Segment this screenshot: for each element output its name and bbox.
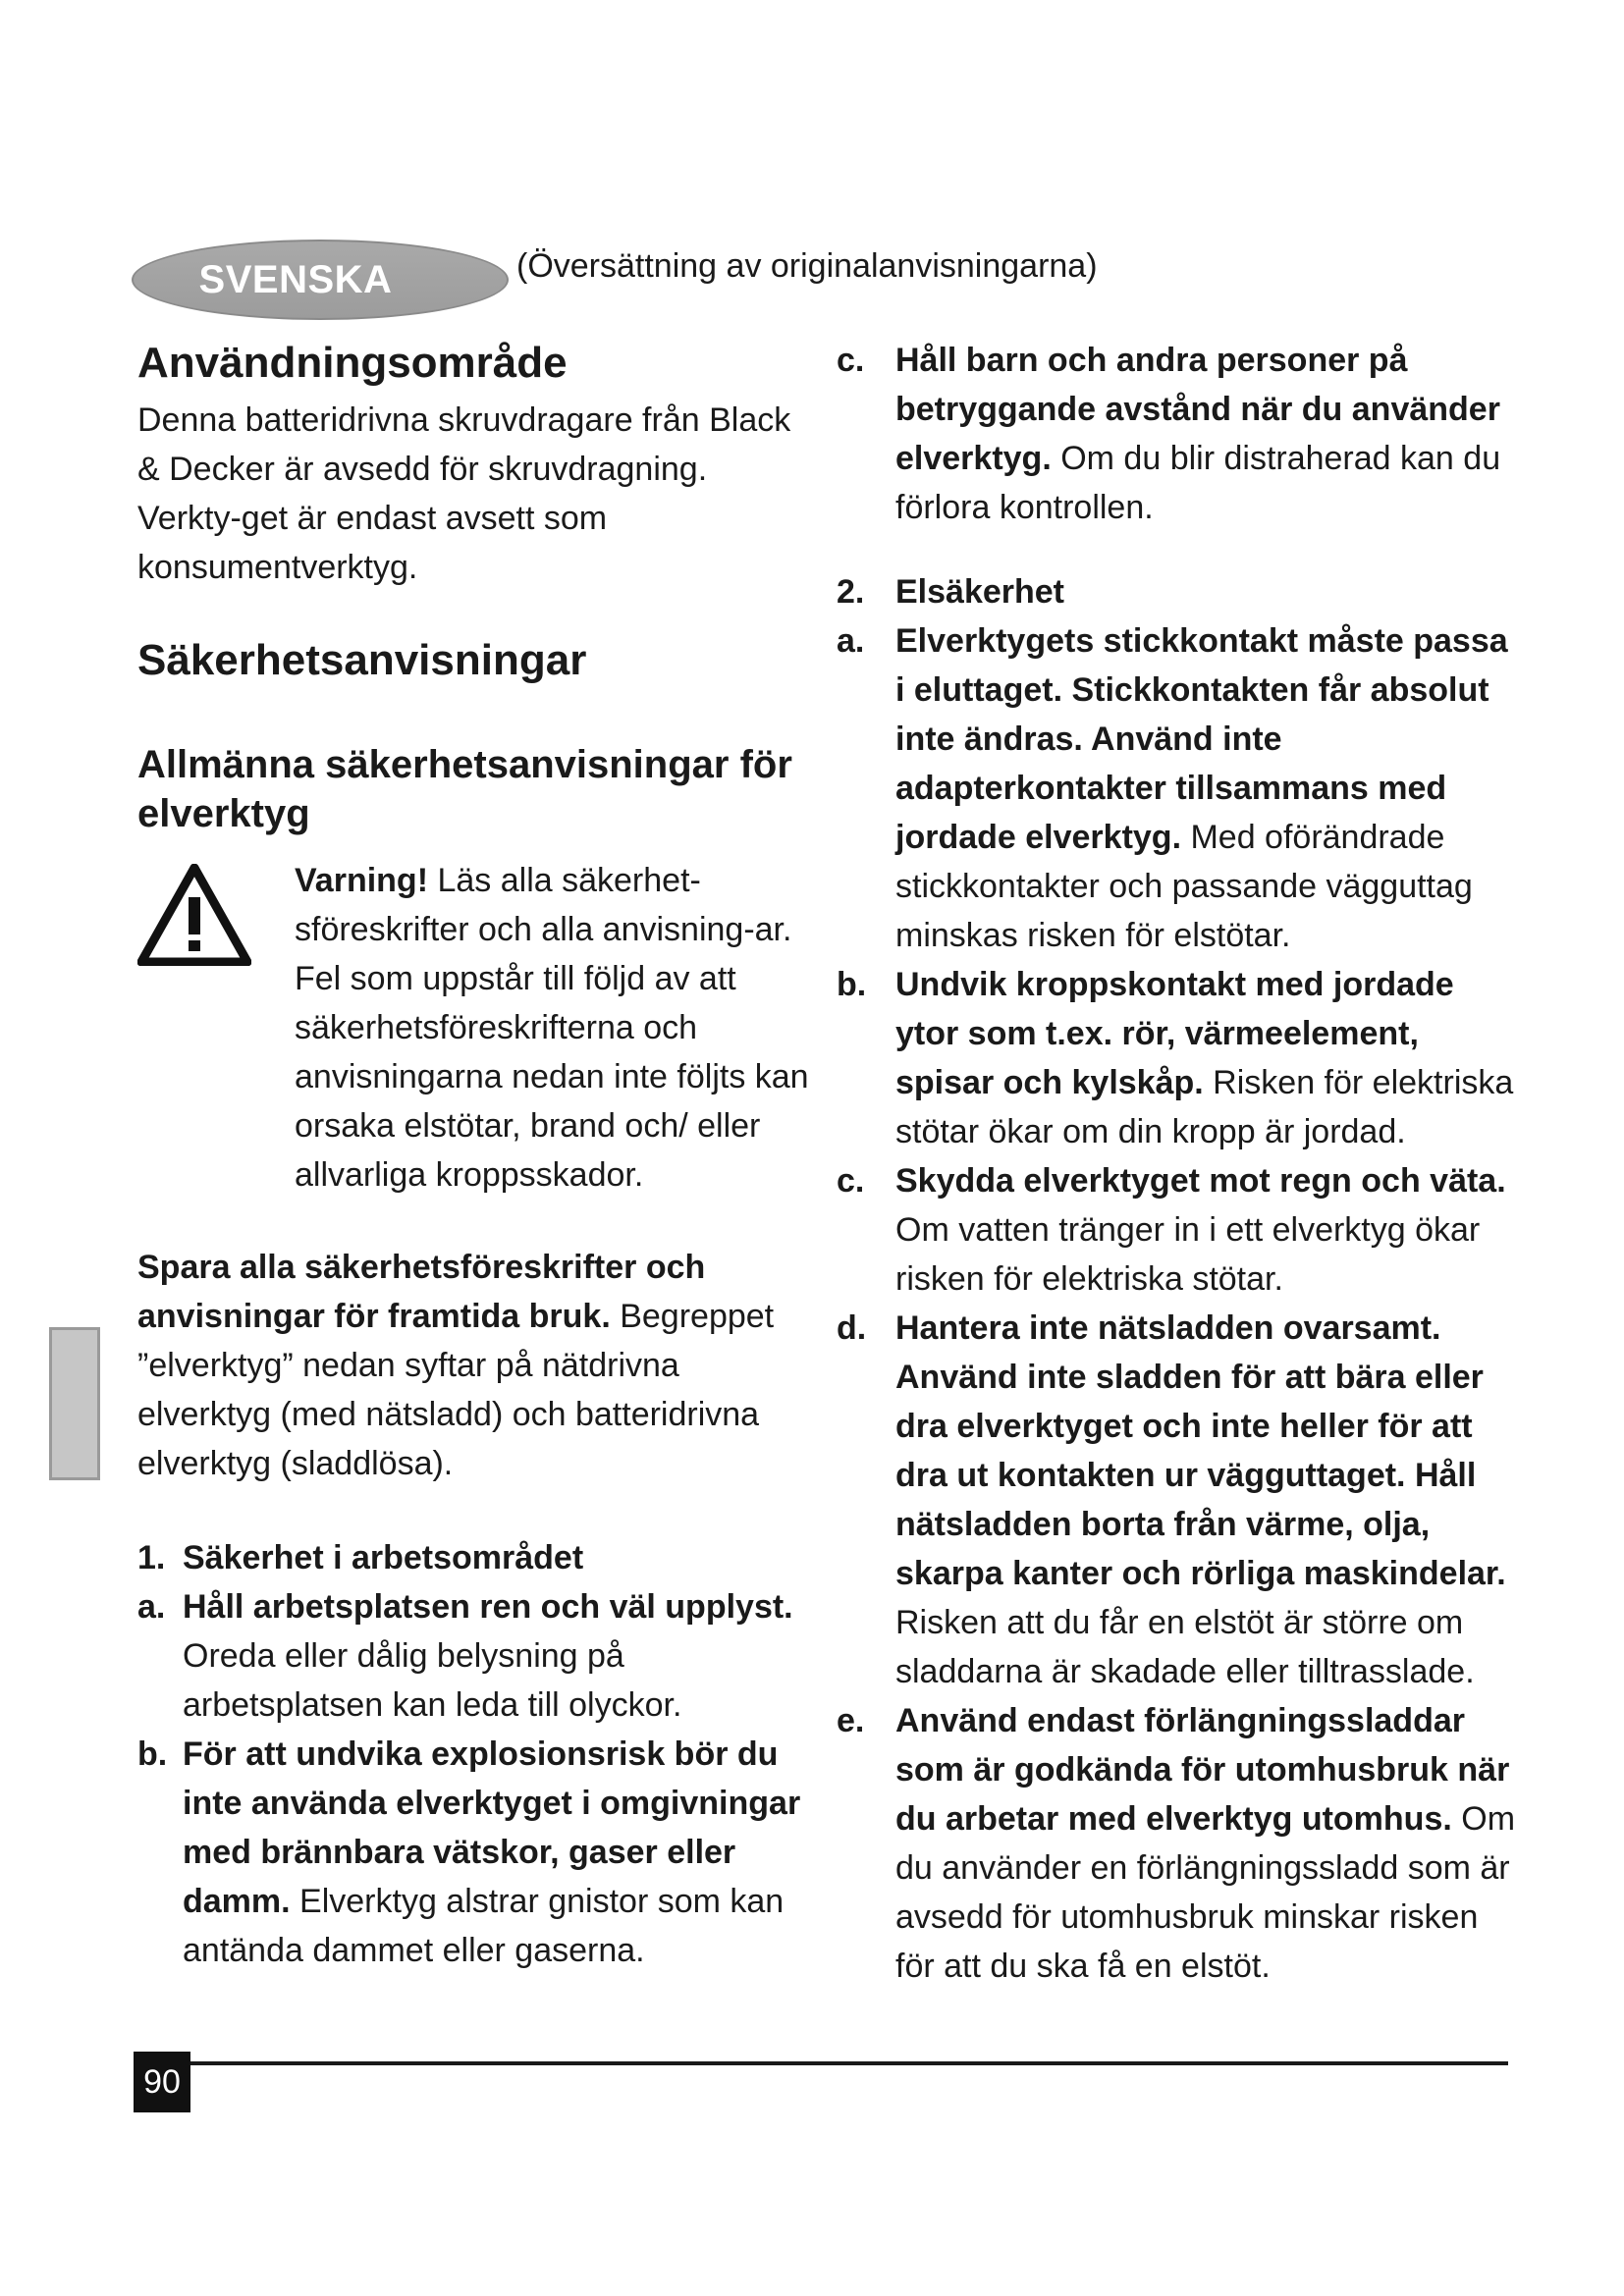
warning-block: [137, 856, 815, 1200]
item-text: [183, 1582, 815, 1730]
item-body: Om du använder en förlängningssladd som är avsedd för utomhusbruk minskar risken för att du ska få en elstöt.: [895, 1800, 1516, 1985]
translation-note: (Översättning av originalanvisningarna): [516, 247, 1098, 285]
item-bold: Hantera inte nätsladden ovarsamt. Använd inte sladden för att bära eller dra elverktyget och inte heller för att dra ut kontakten ur vägguttaget. Håll nätsladden borta från värme, olja, skarpa kanter och rörliga maskindelar.: [895, 1309, 1506, 1592]
right-column: [837, 336, 1524, 1991]
item-bold: Håll arbetsplatsen ren och väl upplyst.: [183, 1588, 793, 1626]
item-label: d.: [837, 1309, 867, 1347]
list-item: [837, 1696, 1524, 1991]
item-body: Elverktyg alstrar gnistor som kan antända dammet eller gaserna.: [183, 1883, 785, 1969]
item-label: e.: [837, 1702, 865, 1739]
item-body: Risken för elektriska stötar ökar om din kropp är jordad.: [895, 1064, 1514, 1150]
item-bold: Använd endast förlängningssladdar som är godkända för utomhusbruk när du arbetar med elverktyg utomhus.: [895, 1702, 1510, 1838]
item-body: Risken att du får en elstöt är större om sladdarna är skadade eller tilltrasslade.: [895, 1604, 1475, 1690]
item-label: b.: [137, 1735, 168, 1773]
save-instructions: [137, 1243, 815, 1488]
list-item: [837, 336, 1524, 532]
intended-use-heading: Användningsområde: [137, 339, 568, 387]
section-title: Säkerhet i arbetsområdet: [183, 1539, 584, 1576]
item-body: Om vatten tränger in i ett elverktyg ökar risken för elektriska stötar.: [895, 1211, 1481, 1298]
item-body: Om du blir distraherad kan du förlora kontrollen.: [895, 440, 1501, 526]
list-item: [837, 616, 1524, 960]
item-text: [183, 1730, 815, 1975]
item-text: [895, 336, 1524, 532]
section-number: 1.: [137, 1539, 166, 1576]
item-bold: Håll barn och andra personer på betryggande avstånd när du använder elverktyg.: [895, 342, 1500, 477]
safety-heading: Säkerhetsanvisningar: [137, 636, 587, 684]
section-heading-work-area: [137, 1533, 815, 1582]
save-instructions-bold: Spara alla säkerhetsföreskrifter och anvisningar för framtida bruk.: [137, 1249, 706, 1335]
warning-label: Varning!: [295, 862, 429, 899]
intended-use-text: Denna batteridrivna skruvdragare från Black & Decker är avsedd för skruvdragning. Verkty-get är endast avsett som konsumentverktyg.: [137, 401, 791, 586]
page-number: 90: [134, 2052, 190, 2112]
item-body: Med oförändrade stickkontakter och passande vägguttag minskas risken för elstötar.: [895, 819, 1473, 954]
warning-triangle-icon: [137, 856, 295, 1200]
item-label: c.: [837, 342, 865, 379]
item-bold: Undvik kroppskontakt med jordade ytor som t.ex. rör, värmeelement, spisar och kylskåp.: [895, 966, 1454, 1101]
item-bold: För att undvika explosionsrisk bör du inte använda elverktyget i omgivningar med brännbara vätskor, gaser eller damm.: [183, 1735, 801, 1920]
list-item: [137, 1730, 815, 1975]
item-text: [895, 616, 1524, 960]
general-safety-heading: Allmänna säkerhetsanvisningar för elverktyg: [137, 743, 792, 835]
item-text: [895, 1156, 1524, 1304]
item-label: a.: [837, 622, 865, 660]
warning-text: [295, 856, 815, 1200]
item-text: [895, 1696, 1524, 1991]
section-heading-electrical: [837, 567, 1524, 616]
list-item: [837, 1156, 1524, 1304]
item-bold: Skydda elverktyget mot regn och väta.: [895, 1162, 1506, 1200]
item-body: Oreda eller dålig belysning på arbetsplatsen kan leda till olyckor.: [183, 1637, 682, 1724]
list-item: [837, 960, 1524, 1156]
save-instructions-body: Begreppet ”elverktyg” nedan syftar på nätdrivna elverktyg (med nätsladd) och batteridrivna elverktyg (sladdlösa).: [137, 1298, 775, 1482]
item-label: a.: [137, 1588, 166, 1626]
list-item: [137, 1582, 815, 1730]
list-item: [837, 1304, 1524, 1696]
item-text: [895, 960, 1524, 1156]
item-label: c.: [837, 1162, 865, 1200]
footer-rule: [137, 2061, 1508, 2065]
left-column: [137, 336, 815, 1975]
language-badge: [132, 240, 509, 320]
warning-body: Läs alla säkerhet-sföreskrifter och alla anvisning-ar. Fel som uppstår till följd av att säkerhetsföreskrifterna och anvisningarna nedan inte följts kan orsaka elstötar, brand och/ eller allvarliga kroppsskador.: [295, 862, 809, 1194]
item-label: b.: [837, 966, 867, 1003]
item-bold: Elverktygets stickkontakt måste passa i eluttaget. Stickkontakten får absolut inte ändras. Använd inte adapterkontakter tillsammans med jordade elverktyg.: [895, 622, 1508, 856]
section-title: Elsäkerhet: [895, 573, 1064, 611]
language-label: SVENSKA: [198, 257, 393, 301]
item-text: [895, 1304, 1524, 1696]
section-number: 2.: [837, 573, 865, 611]
side-tab-marker: [49, 1327, 100, 1480]
